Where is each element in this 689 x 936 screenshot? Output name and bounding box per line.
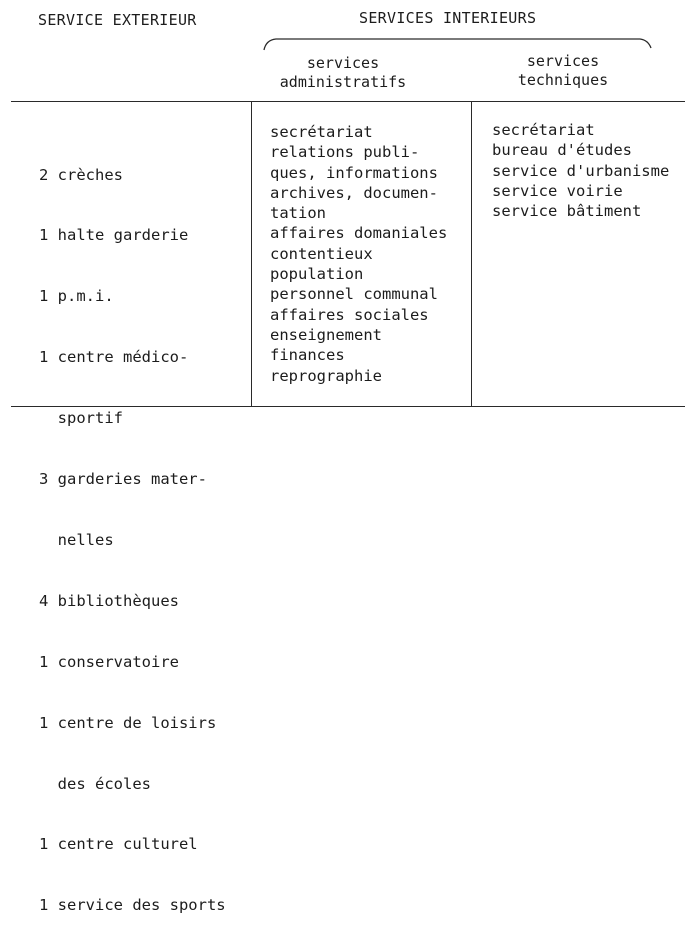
list-item: personnel communal	[270, 285, 438, 304]
list-item: 3 garderies mater-	[39, 470, 207, 489]
list-item: 1 p.m.i.	[39, 287, 114, 306]
list-item: affaires sociales	[270, 305, 429, 324]
list-item: 1 service des sports	[39, 896, 226, 915]
subheader-techniques-line2: techniques	[517, 71, 609, 89]
column-divider-1	[251, 101, 252, 407]
list-item: sportif	[39, 409, 123, 428]
list-item: contentieux	[270, 244, 373, 263]
list-item: ques, informations	[270, 163, 438, 182]
list-item: 1 centre culturel	[39, 835, 198, 854]
subheader-techniques-line1: services	[526, 52, 600, 70]
subheader-administratifs-line2: administratifs	[279, 73, 407, 91]
list-item: tation	[270, 204, 326, 223]
list-item: 1 centre de loisirs	[39, 713, 217, 732]
subheader-services-techniques	[488, 52, 638, 90]
column-services-administratifs	[270, 122, 447, 386]
list-item: enseignement	[270, 325, 382, 344]
brace-bracket	[0, 0, 689, 60]
column-service-exterieur	[39, 124, 226, 936]
list-item: relations publi-	[270, 143, 420, 162]
list-item: 1 conservatoire	[39, 652, 179, 671]
list-item: secrétariat	[270, 123, 373, 141]
list-item: archives, documen-	[270, 183, 438, 202]
list-item: service bâtiment	[492, 202, 642, 221]
column-divider-2	[471, 101, 472, 407]
list-item: affaires domaniales	[270, 224, 448, 243]
list-item: service voirie	[492, 181, 623, 200]
column-services-techniques	[492, 120, 669, 221]
list-item: 1 centre médico-	[39, 348, 189, 367]
list-item: 4 bibliothèques	[39, 591, 179, 610]
list-item: nelles	[39, 530, 114, 549]
list-item: 2 crèches	[39, 165, 123, 184]
list-item: bureau d'études	[492, 141, 632, 160]
list-item: reprographie	[270, 366, 382, 385]
list-item: 1 halte garderie	[39, 226, 189, 245]
subheader-services-administratifs	[262, 54, 424, 92]
header-services-interieurs: SERVICES INTERIEURS	[359, 9, 537, 27]
table-top-border	[11, 101, 685, 102]
list-item: finances	[270, 346, 345, 365]
header-service-exterieur: SERVICE EXTERIEUR	[38, 11, 197, 29]
list-item: secrétariat	[492, 121, 595, 139]
list-item: population	[270, 265, 364, 284]
subheader-administratifs-line1: services	[306, 54, 380, 72]
list-item: des écoles	[39, 774, 151, 793]
list-item: service d'urbanisme	[492, 161, 670, 180]
